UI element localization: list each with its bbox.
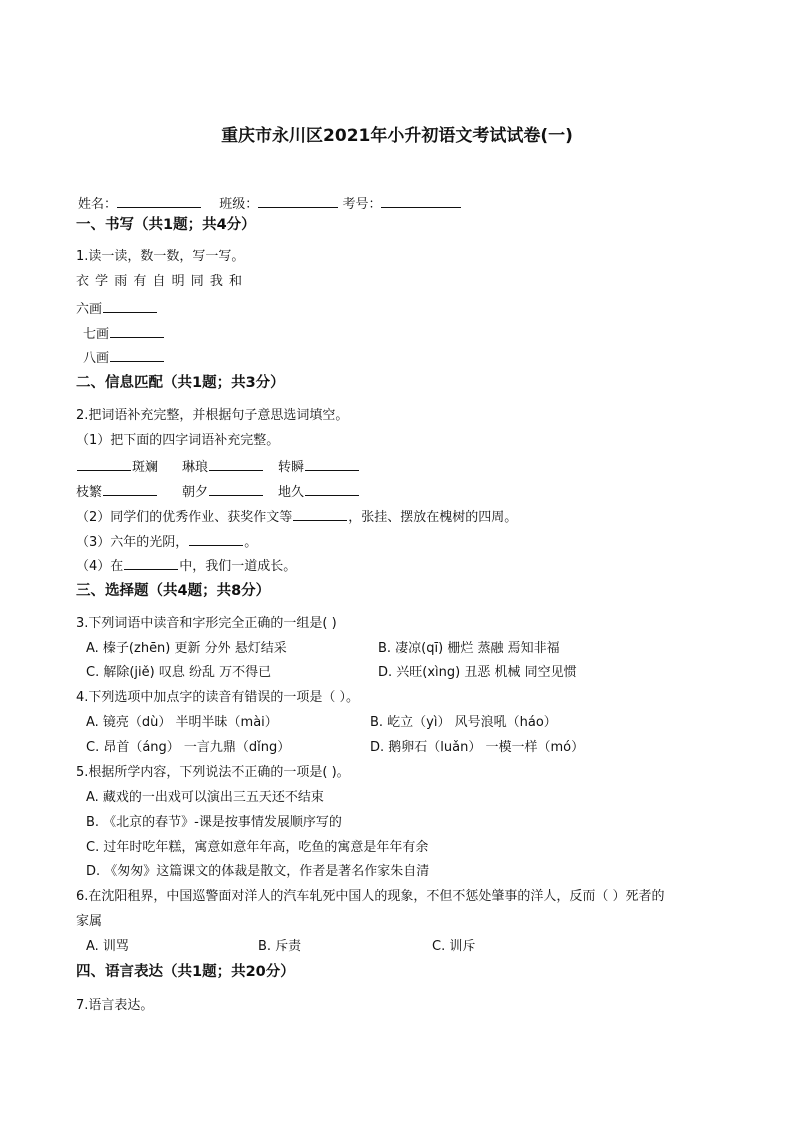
q2-word-4: 枝繁	[76, 485, 103, 500]
q2-word-3: 转瞬	[278, 460, 305, 475]
q2-part4-blank[interactable]	[124, 557, 178, 570]
q1-eight-label: 八画	[83, 351, 110, 366]
q4-option-d[interactable]: D. 鹅卵石（luǎn） 一模一样（mó）	[370, 740, 585, 755]
q1-eight-blank[interactable]	[110, 349, 164, 362]
q1-seven-row	[83, 325, 165, 343]
q3-option-d[interactable]: D. 兴旺(xìng) 丑恶 机械 同空见惯	[378, 665, 577, 680]
q2-word-row-5	[182, 483, 264, 501]
q7-stem: 7.语言表达。	[76, 998, 154, 1013]
q4-option-b[interactable]: B. 屹立（yì） 风号浪吼（háo）	[370, 715, 557, 730]
q1-seven-blank[interactable]	[110, 325, 164, 338]
section-heading-4: 四、语言表达（共1题；共20分）	[76, 964, 295, 980]
q2-blank-3[interactable]	[305, 458, 359, 471]
q2-part2-blank[interactable]	[293, 508, 347, 521]
q5-option-c[interactable]: C. 过年时吃年糕，寓意如意年年高，吃鱼的寓意是年年有余	[86, 840, 429, 855]
q2-part1: （1）把下面的四字词语补充完整。	[76, 433, 280, 448]
q2-part4-b: 中，我们一道成长。	[179, 559, 297, 574]
q2-blank-5[interactable]	[209, 483, 263, 496]
q2-word-row-4	[76, 483, 158, 501]
q1-chars: 衣 学 雨 有 自 明 同 我 和	[76, 274, 244, 289]
q1-stem: 1.读一读，数一数，写一写。	[76, 249, 245, 264]
page-title: 重庆市永川区2021年小升初语文考试试卷(一)	[221, 126, 573, 146]
q1-seven-label: 七画	[83, 327, 110, 342]
q5-option-a[interactable]: A. 藏戏的一出戏可以演出三五天还不结束	[86, 790, 324, 805]
section-heading-1: 一、书写（共1题；共4分）	[76, 217, 256, 233]
q4-option-a[interactable]: A. 镜亮（dù） 半明半昧（mài）	[86, 715, 278, 730]
q2-blank-2[interactable]	[209, 458, 263, 471]
q1-eight-row	[83, 349, 165, 367]
q2-part3-b: 。	[244, 535, 258, 550]
q2-blank-4[interactable]	[103, 483, 157, 496]
q5-option-b[interactable]: B. 《北京的春节》-课是按事情发展顺序写的	[86, 815, 342, 830]
name-field[interactable]	[117, 194, 201, 208]
q5-stem: 5.根据所学内容，下列说法不正确的一项是( )。	[76, 765, 350, 780]
q2-word-2: 琳琅	[182, 460, 209, 475]
q4-stem: 4.下列选项中加点字的读音有错误的一项是（ ）。	[76, 690, 360, 705]
q6-option-a[interactable]: A. 训骂	[86, 939, 129, 954]
q2-part2-b: ，张挂、摆放在槐树的四周。	[348, 510, 518, 525]
q2-word-5: 朝夕	[182, 485, 209, 500]
q2-part4-a: （4）在	[76, 559, 124, 574]
q2-part2-a: （2）同学们的优秀作业、获奖作文等	[76, 510, 293, 525]
q3-stem: 3.下列词语中读音和字形完全正确的一组是( )	[76, 616, 337, 631]
q3-option-a[interactable]: A. 榛子(zhēn) 更新 分外 悬灯结采	[86, 641, 287, 656]
q3-option-c[interactable]: C. 解除(jiě) 叹息 纷乱 万不得已	[86, 665, 272, 680]
section-heading-3: 三、选择题（共4题；共8分）	[76, 583, 271, 599]
q2-word-6: 地久	[278, 485, 305, 500]
class-field[interactable]	[258, 194, 338, 208]
q2-part4	[76, 557, 296, 575]
q4-option-c[interactable]: C. 昂首（áng） 一言九鼎（dǐng）	[86, 740, 291, 755]
q2-part3-a: （3）六年的光阴，	[76, 535, 189, 550]
q2-blank-1[interactable]	[77, 458, 131, 471]
q6-stem-line1: 6.在沈阳租界，中国巡警面对洋人的汽车轧死中国人的现象，不但不惩处肇事的洋人，反而（ ）死者的	[76, 889, 665, 904]
q1-six-row	[76, 300, 158, 318]
q2-word-1: 斑斓	[132, 460, 159, 475]
q2-part2	[76, 508, 517, 526]
q2-word-row-2	[182, 458, 264, 476]
name-label: 姓名：	[78, 197, 118, 212]
number-field[interactable]	[381, 194, 461, 208]
q1-six-blank[interactable]	[103, 300, 157, 313]
q5-option-d[interactable]: D. 《匆匆》这篇课文的体裁是散文，作者是著名作家朱自清	[86, 864, 430, 879]
q1-six-label: 六画	[76, 302, 103, 317]
q2-word-row-6	[278, 483, 360, 501]
q2-blank-6[interactable]	[305, 483, 359, 496]
q6-option-c[interactable]: C. 训斥	[432, 939, 476, 954]
q2-stem: 2.把词语补充完整，并根据句子意思选词填空。	[76, 408, 349, 423]
q6-option-b[interactable]: B. 斥责	[258, 939, 302, 954]
q2-word-row-3	[278, 458, 360, 476]
section-heading-2: 二、信息匹配（共1题；共3分）	[76, 375, 285, 391]
q2-part3-blank[interactable]	[189, 533, 243, 546]
q2-word-row-1	[76, 458, 158, 476]
number-label: 考号：	[342, 197, 382, 212]
student-info-line	[78, 194, 461, 213]
q6-stem-line2: 家属	[76, 914, 103, 929]
q2-part3	[76, 533, 257, 551]
q3-option-b[interactable]: B. 凄凉(qī) 栅烂 蒸融 焉知非福	[378, 641, 560, 656]
class-label: 班级：	[219, 197, 259, 212]
